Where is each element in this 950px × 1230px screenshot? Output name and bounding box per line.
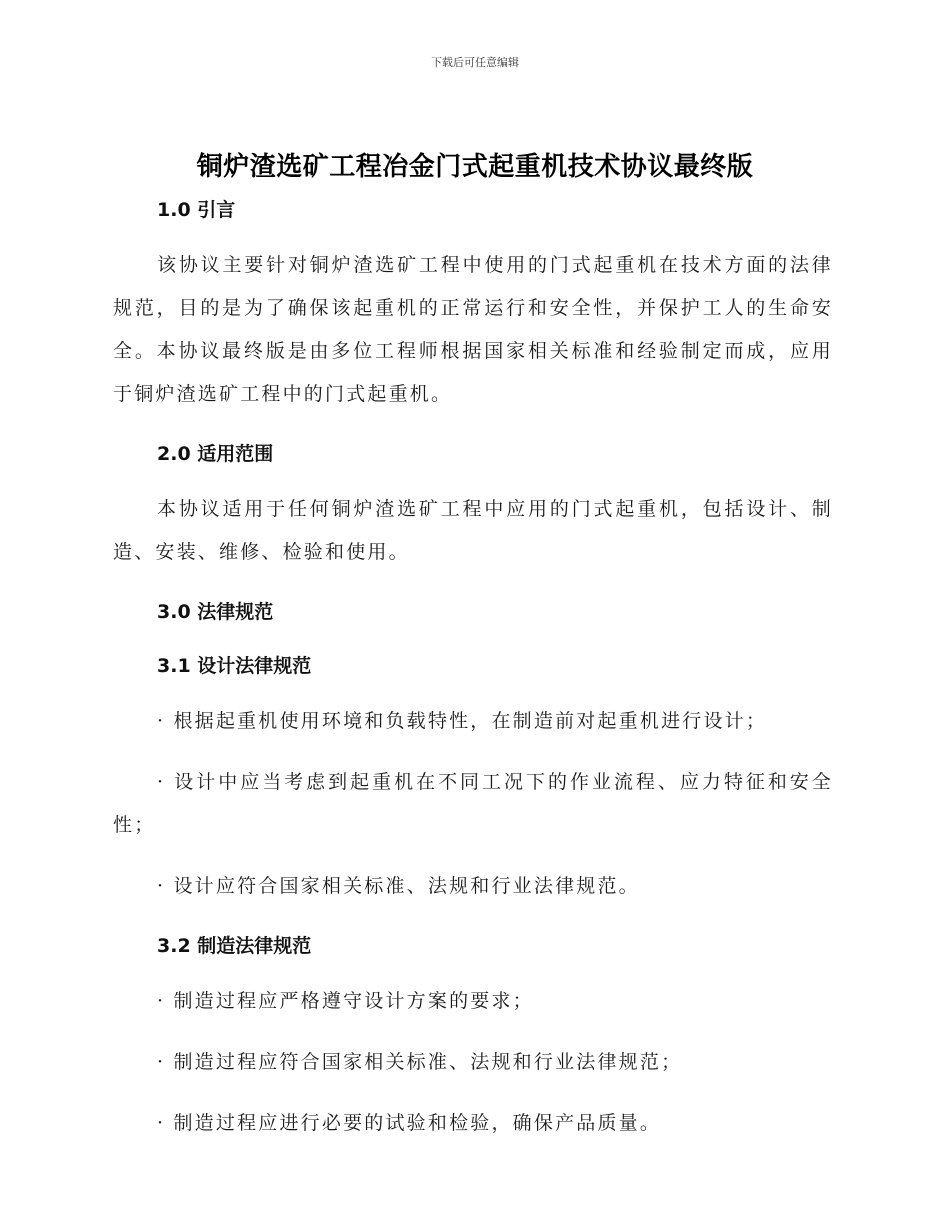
section-heading-legal: 3.0 法律规范	[157, 601, 274, 623]
scope-paragraph: 本协议适用于任何铜炉渣选矿工程中应用的门式起重机，包括设计、制造、安装、维修、检验和使用。	[113, 498, 833, 563]
subsection-heading-design: 3.1 设计法律规范	[157, 655, 312, 677]
document-title: 铜炉渣选矿工程冶金门式起重机技术协议最终版	[196, 152, 754, 182]
document-body	[113, 194, 833, 1145]
design-bullet-1: · 根据起重机使用环境和负载特性，在制造前对起重机进行设计；	[157, 710, 768, 732]
design-bullet-2: · 设计中应当考虑到起重机在不同工况下的作业流程、应力特征和安全性；	[113, 771, 833, 836]
subsection-heading-manufacturing: 3.2 制造法律规范	[157, 935, 312, 957]
manufacturing-bullet-3: · 制造过程应进行必要的试验和检验，确保产品质量。	[157, 1112, 662, 1134]
intro-paragraph: 该协议主要针对铜炉渣选矿工程中使用的门式起重机在技术方面的法律规范，目的是为了确保该起重机的正常运行和安全性，并保护工人的生命安全。本协议最终版是由多位工程师根据国家相关标准和经验制定而成，应用于铜炉渣选矿工程中的门式起重机。	[113, 254, 833, 405]
manufacturing-bullet-2: · 制造过程应符合国家相关标准、法规和行业法律规范；	[157, 1051, 683, 1073]
manufacturing-bullet-1: · 制造过程应严格遵守设计方案的要求；	[157, 990, 534, 1012]
section-heading-intro: 1.0 引言	[157, 199, 236, 221]
section-heading-scope: 2.0 适用范围	[157, 443, 274, 465]
design-bullet-3: · 设计应符合国家相关标准、法规和行业法律规范。	[157, 875, 640, 897]
header-note: 下载后可任意编辑	[431, 56, 519, 69]
